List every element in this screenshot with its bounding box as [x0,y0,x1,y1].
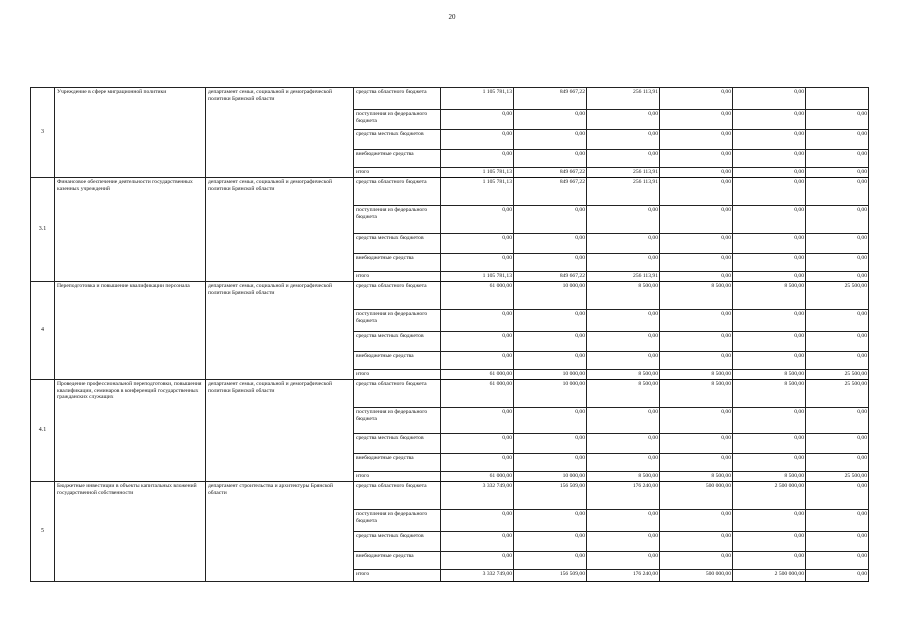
row-executor: департамент семьи, социальной и демографической политики Брянской области [206,88,354,178]
funding-source-label: средства местных бюджетов [354,234,441,254]
funding-source-label: средства местных бюджетов [354,532,441,552]
amount-cell: 0,00 [733,532,806,552]
table-row [31,178,869,206]
amount-cell: 0,00 [660,510,733,532]
amount-cell: 25 500,00 [806,370,869,380]
amount-cell: 8 500,00 [587,472,660,482]
amount-cell: 0,00 [441,110,514,130]
amount-cell: 0,00 [806,482,869,510]
amount-cell: 0,00 [441,150,514,168]
amount-cell: 0,00 [441,552,514,570]
row-number: 3.1 [31,178,55,282]
amount-cell: 0,00 [587,110,660,130]
amount-cell: 10 000,00 [514,282,587,310]
amount-cell: 2 500 000,00 [733,570,806,582]
amount-cell: 849 667,22 [514,88,587,110]
funding-source-label: средства местных бюджетов [354,130,441,150]
amount-cell: 0,00 [441,310,514,332]
amount-cell: 0,00 [514,454,587,472]
funding-source-label: средства областного бюджета [354,88,441,110]
funding-source-label: средства местных бюджетов [354,332,441,352]
amount-cell: 0,00 [806,408,869,434]
funding-source-label: итого [354,168,441,178]
row-name: Переподготовка и повышение квалификации персонала [55,282,206,380]
amount-cell: 0,00 [514,150,587,168]
amount-cell: 0,00 [441,206,514,234]
amount-cell: 256 113,91 [587,88,660,110]
amount-cell: 8 500,00 [733,282,806,310]
amount-cell: 1 105 781,13 [441,272,514,282]
amount-cell: 0,00 [806,532,869,552]
amount-cell: 0,00 [441,408,514,434]
table-row [31,482,869,510]
row-executor: департамент семьи, социальной и демографической политики Брянской области [206,380,354,482]
amount-cell: 500 000,00 [660,570,733,582]
funding-source-label: внебюджетные средства [354,552,441,570]
amount-cell: 0,00 [660,408,733,434]
amount-cell: 1 105 781,13 [441,168,514,178]
amount-cell: 0,00 [806,272,869,282]
amount-cell: 0,00 [514,510,587,532]
amount-cell: 61 000,00 [441,380,514,408]
amount-cell: 0,00 [806,130,869,150]
amount-cell: 0,00 [514,408,587,434]
amount-cell: 0,00 [660,178,733,206]
amount-cell: 0,00 [806,310,869,332]
amount-cell: 0,00 [514,110,587,130]
amount-cell: 0,00 [514,206,587,234]
amount-cell: 0,00 [806,552,869,570]
row-name: Проведение профессиональной переподготовки, повышения квалификации, семинаров в конференций государственных гражданских служащих [55,380,206,482]
amount-cell: 0,00 [514,552,587,570]
amount-cell: 0,00 [587,454,660,472]
amount-cell: 0,00 [587,352,660,370]
amount-cell: 0,00 [806,168,869,178]
funding-source-label: внебюджетные средства [354,254,441,272]
amount-cell: 176 240,00 [587,482,660,510]
amount-cell: 0,00 [441,454,514,472]
amount-cell: 0,00 [441,130,514,150]
amount-cell: 0,00 [806,352,869,370]
amount-cell: 0,00 [660,434,733,454]
amount-cell: 0,00 [660,532,733,552]
amount-cell: 0,00 [587,310,660,332]
amount-cell: 10 000,00 [514,472,587,482]
row-number: 4.1 [31,380,55,482]
amount-cell: 256 113,91 [587,272,660,282]
amount-cell: 0,00 [733,130,806,150]
amount-cell: 0,00 [587,332,660,352]
amount-cell: 0,00 [806,110,869,130]
amount-cell: 3 332 749,00 [441,482,514,510]
amount-cell: 0,00 [514,310,587,332]
amount-cell: 8 500,00 [660,282,733,310]
amount-cell: 0,00 [733,178,806,206]
amount-cell: 176 240,00 [587,570,660,582]
budget-table [30,87,869,582]
funding-source-label: итого [354,570,441,582]
amount-cell: 0,00 [733,310,806,332]
amount-cell: 0,00 [587,532,660,552]
amount-cell: 0,00 [806,332,869,352]
amount-cell: 0,00 [733,206,806,234]
row-name: Бюджетные инвестиции в объекты капитальных вложений государственной собственности [55,482,206,582]
amount-cell: 0,00 [733,352,806,370]
funding-source-label: средства областного бюджета [354,282,441,310]
amount-cell: 0,00 [514,352,587,370]
amount-cell [806,88,869,110]
amount-cell: 0,00 [806,454,869,472]
amount-cell: 0,00 [660,332,733,352]
amount-cell: 0,00 [733,254,806,272]
amount-cell: 0,00 [441,532,514,552]
amount-cell: 8 500,00 [660,380,733,408]
amount-cell: 0,00 [514,532,587,552]
amount-cell: 0,00 [733,552,806,570]
amount-cell: 25 500,00 [806,472,869,482]
funding-source-label: внебюджетные средства [354,352,441,370]
row-number: 4 [31,282,55,380]
amount-cell: 0,00 [733,272,806,282]
amount-cell: 0,00 [587,150,660,168]
amount-cell: 0,00 [660,150,733,168]
row-executor: департамент семьи, социальной и демографической политики Брянской области [206,282,354,380]
amount-cell: 0,00 [806,206,869,234]
amount-cell: 0,00 [587,206,660,234]
table-row [31,88,869,110]
funding-source-label: поступления из федерального бюджета [354,310,441,332]
amount-cell: 0,00 [441,434,514,454]
amount-cell: 8 500,00 [733,370,806,380]
funding-source-label: средства местных бюджетов [354,434,441,454]
amount-cell: 0,00 [660,552,733,570]
amount-cell: 0,00 [514,130,587,150]
funding-source-label: итого [354,370,441,380]
table-row [31,282,869,310]
amount-cell: 0,00 [660,352,733,370]
table-row [31,380,869,408]
funding-source-label: внебюджетные средства [354,150,441,168]
funding-source-label: внебюджетные средства [354,454,441,472]
amount-cell: 0,00 [514,332,587,352]
amount-cell: 3 332 749,00 [441,570,514,582]
row-executor: департамент строительства и архитектуры Брянской области [206,482,354,582]
amount-cell: 0,00 [733,434,806,454]
amount-cell: 0,00 [733,234,806,254]
funding-source-label: средства областного бюджета [354,178,441,206]
amount-cell: 0,00 [733,110,806,130]
amount-cell: 0,00 [660,206,733,234]
amount-cell: 0,00 [441,510,514,532]
amount-cell: 0,00 [587,408,660,434]
amount-cell: 0,00 [660,310,733,332]
amount-cell: 0,00 [806,150,869,168]
amount-cell: 0,00 [660,168,733,178]
amount-cell: 0,00 [587,510,660,532]
amount-cell: 61 000,00 [441,282,514,310]
row-name: Финансовое обеспечение деятельности государственных казенных учреждений [55,178,206,282]
amount-cell: 8 500,00 [733,472,806,482]
funding-source-label: поступления из федерального бюджета [354,206,441,234]
amount-cell: 0,00 [806,434,869,454]
amount-cell: 0,00 [514,254,587,272]
amount-cell: 0,00 [514,434,587,454]
amount-cell: 1 105 781,13 [441,178,514,206]
amount-cell: 8 500,00 [733,380,806,408]
amount-cell: 0,00 [441,234,514,254]
amount-cell: 8 500,00 [660,472,733,482]
amount-cell: 0,00 [660,272,733,282]
amount-cell: 0,00 [441,332,514,352]
amount-cell: 849 667,22 [514,272,587,282]
amount-cell: 0,00 [514,234,587,254]
amount-cell: 0,00 [733,510,806,532]
funding-source-label: поступления из федерального бюджета [354,510,441,532]
amount-cell: 0,00 [587,130,660,150]
amount-cell: 0,00 [660,254,733,272]
amount-cell: 8 500,00 [587,282,660,310]
amount-cell: 61 000,00 [441,472,514,482]
amount-cell: 0,00 [733,150,806,168]
amount-cell: 10 000,00 [514,380,587,408]
row-number: 5 [31,482,55,582]
amount-cell: 25 500,00 [806,282,869,310]
amount-cell: 0,00 [660,130,733,150]
amount-cell: 500 000,00 [660,482,733,510]
amount-cell: 849 667,22 [514,168,587,178]
amount-cell: 0,00 [733,332,806,352]
funding-source-label: итого [354,272,441,282]
funding-source-label: итого [354,472,441,482]
amount-cell: 256 113,91 [587,178,660,206]
amount-cell: 0,00 [806,254,869,272]
amount-cell: 0,00 [441,254,514,272]
amount-cell: 0,00 [806,178,869,206]
funding-source-label: поступления из федерального бюджета [354,408,441,434]
amount-cell: 0,00 [441,352,514,370]
amount-cell: 8 500,00 [660,370,733,380]
amount-cell: 0,00 [733,88,806,110]
funding-source-label: поступления из федерального бюджета [354,110,441,130]
amount-cell: 0,00 [587,552,660,570]
amount-cell: 2 500 000,00 [733,482,806,510]
amount-cell: 0,00 [806,570,869,582]
row-name: Учреждение в сфере миграционной политики [55,88,206,178]
amount-cell: 0,00 [806,234,869,254]
funding-source-label: средства областного бюджета [354,380,441,408]
amount-cell: 1 105 781,13 [441,88,514,110]
amount-cell: 0,00 [660,234,733,254]
amount-cell: 0,00 [660,88,733,110]
amount-cell: 0,00 [587,234,660,254]
amount-cell: 25 500,00 [806,380,869,408]
amount-cell: 8 500,00 [587,380,660,408]
amount-cell: 8 500,00 [587,370,660,380]
amount-cell: 0,00 [660,454,733,472]
funding-source-label: средства областного бюджета [354,482,441,510]
amount-cell: 61 000,00 [441,370,514,380]
amount-cell: 849 667,22 [514,178,587,206]
amount-cell: 0,00 [587,254,660,272]
amount-cell: 156 509,00 [514,570,587,582]
row-number: 3 [31,88,55,178]
amount-cell: 256 113,91 [587,168,660,178]
amount-cell: 0,00 [733,454,806,472]
amount-cell: 0,00 [806,510,869,532]
amount-cell: 0,00 [587,434,660,454]
amount-cell: 0,00 [733,168,806,178]
amount-cell: 0,00 [660,110,733,130]
amount-cell: 0,00 [733,408,806,434]
row-executor: департамент семьи, социальной и демографической политики Брянской области [206,178,354,282]
page-number: 20 [448,13,456,21]
amount-cell: 156 509,00 [514,482,587,510]
amount-cell: 10 000,00 [514,370,587,380]
